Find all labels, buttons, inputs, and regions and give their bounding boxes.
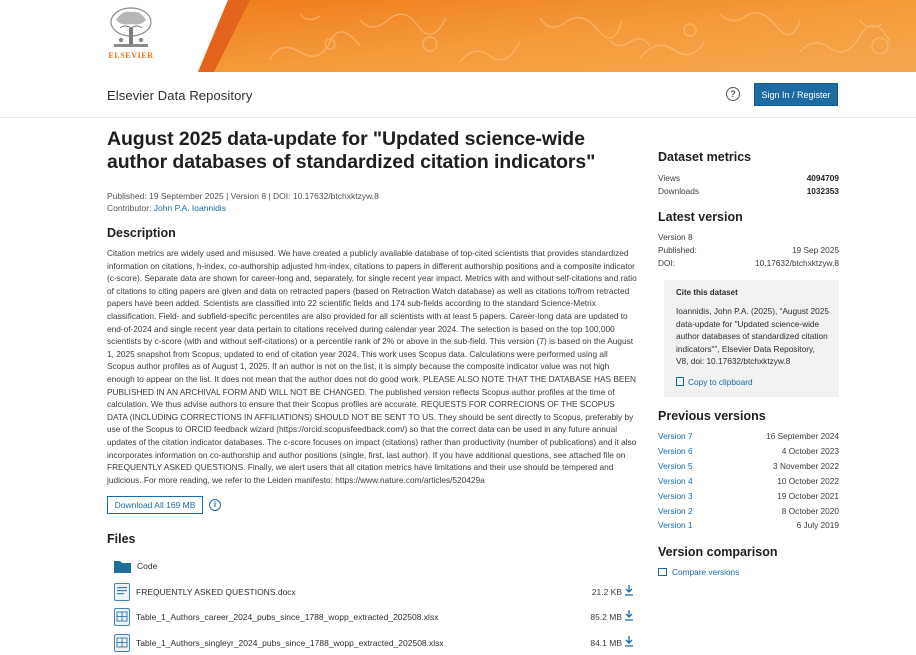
cite-label: Cite this dataset [676,288,738,297]
file-row-career-table[interactable] [114,607,634,627]
version-link[interactable]: Version 2 [658,505,693,516]
download-all-button[interactable]: Download All 169 MB [107,496,203,514]
contributor-label: Contributor: [107,203,152,213]
version-link[interactable]: Version 7 [658,430,693,441]
version-comparison-heading: Version comparison [658,545,778,560]
version-date: 19 October 2021 [777,490,839,501]
tree-logo-icon [108,6,154,50]
version-row [658,518,839,533]
version-row [658,474,839,489]
downloads-label: Downloads [658,186,700,196]
description-text: Citation metrics are widely used and misused. We have created a publicly available database of top-cited scientists that provides standardized information on citations, h-index, co-authorship adjusted hm-index, citations to papers in different authorship positions and a composite indicator (c-score). Separate data are shown for career-long and, separately, for single recent year impact. Metrics with and without self-citations and ratio of citations to citing papers are given and data on retracted papers (based on Retraction Watch database) as well as citations to/from retracted papers have been added. Scientists are classified into 22 scientific fields and 174 sub-fields according to the standard Science-Metrix classification. Field- and subfield-specific percentiles are also provided for all scientists with at least 5 papers. Career-long data are updated to end-of-2024 and single recent year data pertain to citations received during calendar year 2024. The selection is based on the top 100,000 scientists by c-score (with and without self-citations) or a percentile rank of 2% or above in the sub-field. This version (7) is based on the August 1, 2025 snapshot from Scopus, updated to end of citation year 2024. This work uses Scopus data. Calculations were performed using all Scopus author profiles as of August 1, 2025. If an author is not on the list, it is simply because the composite indicator value was not high enough to appear on the list. It does not mean that the author does not do good work. PLEASE ALSO NOTE THAT THE DATABASE HAS BEEN PUBLISHED IN AN ARCHIVAL FORM AND WILL NOT BE CHANGED. The published version reflects Scopus author profiles at the time of calculation. We thus advise authors to ensure that their Scopus profiles are accurate. REQUESTS FOR CORRECIONS OF THE SCOPUS DATA (INCLUDING CORRECTIONS IN AFFILIATIONS) SHOULD NOT BE SENT TO US. They should be sent directly to Scopus, preferably by use of the Scopus to ORCID feedback wizard (https://orcid.scopusfeedback.com/) so that the correct data can be used in any future annual updates of the citation indicator databases. The c-score focuses on impact (citations) rather than productivity (number of publications) and it also incorporates information on co-authorship and author positions (single, first, last author). If you have additional questions, see attached file on FREQUENTLY ASKED QUESTIONS. Finally, we alert users that all citation metrics have limitations and their use should be tempered and judicious. For more reading, we refer to the Leiden manifesto: https://www.nature.com/articles/520429a [107,248,637,485]
file-size: 84.1 MB [590,638,622,648]
compare-icon [658,568,667,576]
info-icon[interactable]: i [209,499,221,511]
version-row [658,459,839,474]
version-row [658,444,839,459]
files-heading: Files [107,532,136,546]
version-link[interactable]: Version 5 [658,460,693,471]
downloads-value: 1032353 [806,186,839,196]
logo-text: ELSEVIER [108,51,154,60]
file-row-faq[interactable] [114,582,634,602]
cite-box [664,280,839,397]
views-label: Views [658,173,680,183]
version-date: 16 September 2024 [766,430,839,441]
file-name[interactable]: Table_1_Authors_career_2024_pubs_since_1788_wopp_extracted_202508.xlsx [136,612,439,622]
file-name[interactable]: Table_1_Authors_singleyr_2024_pubs_since_1788_wopp_extracted_202508.xlsx [136,638,444,648]
download-icon[interactable] [624,585,634,597]
version-date: 6 July 2019 [796,520,839,531]
version-date: 4 October 2023 [781,445,839,456]
metrics-heading: Dataset metrics [658,150,752,164]
file-name[interactable]: FREQUENTLY ASKED QUESTIONS.docx [136,587,296,597]
compare-versions-link[interactable] [658,567,839,577]
published-label: Published: [658,245,697,255]
latest-version-label: Version 8 [658,232,693,242]
compare-label: Compare versions [672,567,740,578]
previous-versions-heading: Previous versions [658,408,766,423]
spreadsheet-icon [114,634,130,652]
contributor-link[interactable]: John P.A. Ioannidis [153,203,226,213]
copy-to-clipboard-button[interactable] [676,377,829,387]
question-circle-icon[interactable]: ? [726,87,740,101]
folder-icon [114,559,131,573]
published-row [658,244,839,257]
contributor-line [107,202,637,214]
doi-label: DOI: [658,258,676,268]
version-link[interactable]: Version 3 [658,490,693,501]
document-icon [114,583,130,601]
download-row [107,496,221,514]
version-link[interactable]: Version 6 [658,445,693,456]
main-content [107,128,637,648]
version-date: 8 October 2020 [781,505,839,516]
views-value: 4094709 [806,173,839,183]
version-link[interactable]: Version 1 [658,520,693,531]
doi-row [658,257,839,270]
doi-value: 10.17632/btchxktzyw.8 [755,258,839,268]
published-value: 19 Sep 2025 [791,245,839,255]
copy-icon [676,377,684,386]
elsevier-logo[interactable] [104,6,158,64]
downloads-row [658,185,839,198]
file-name[interactable]: Code [137,561,158,571]
header-bar [0,72,916,118]
sign-in-register-button[interactable]: Sign In / Register [754,83,838,106]
version-date: 10 October 2022 [777,475,839,486]
repository-title[interactable]: Elsevier Data Repository [107,88,253,103]
version-row [658,429,839,444]
file-size: 85.2 MB [590,612,622,622]
copy-label: Copy to clipboard [688,376,753,387]
versions-list [658,429,839,533]
file-row-singleyr-table[interactable] [114,633,634,653]
spreadsheet-icon [114,608,130,626]
version-row [658,489,839,504]
download-icon[interactable] [624,610,634,622]
sidebar [658,150,839,577]
version-row [658,504,839,519]
citation-text: Ioannidis, John P.A. (2025), “August 2025 data-update for "Updated science-wide author databases of standardized citation indicators"”, Elsevier Data Repository, V8, doi: 10.17632/btchxktzyw.8 [676,306,829,367]
views-row [658,172,839,185]
top-banner [0,0,916,72]
file-row-folder[interactable] [114,556,634,576]
latest-version-heading: Latest version [658,210,743,224]
version-link[interactable]: Version 4 [658,475,693,486]
description-heading: Description [107,226,176,240]
version-date: 3 November 2022 [773,460,839,471]
download-icon[interactable] [624,636,634,648]
published-line: Published: 19 September 2025 | Version 8 | DOI: 10.17632/btchxktzyw.8 [107,191,379,201]
page-title: August 2025 data-update for "Updated science-wide author databases of standardized citation indicators" [107,128,596,173]
dataset-meta [107,190,637,214]
latest-version-row [658,231,839,244]
file-size: 21.2 KB [591,587,622,597]
